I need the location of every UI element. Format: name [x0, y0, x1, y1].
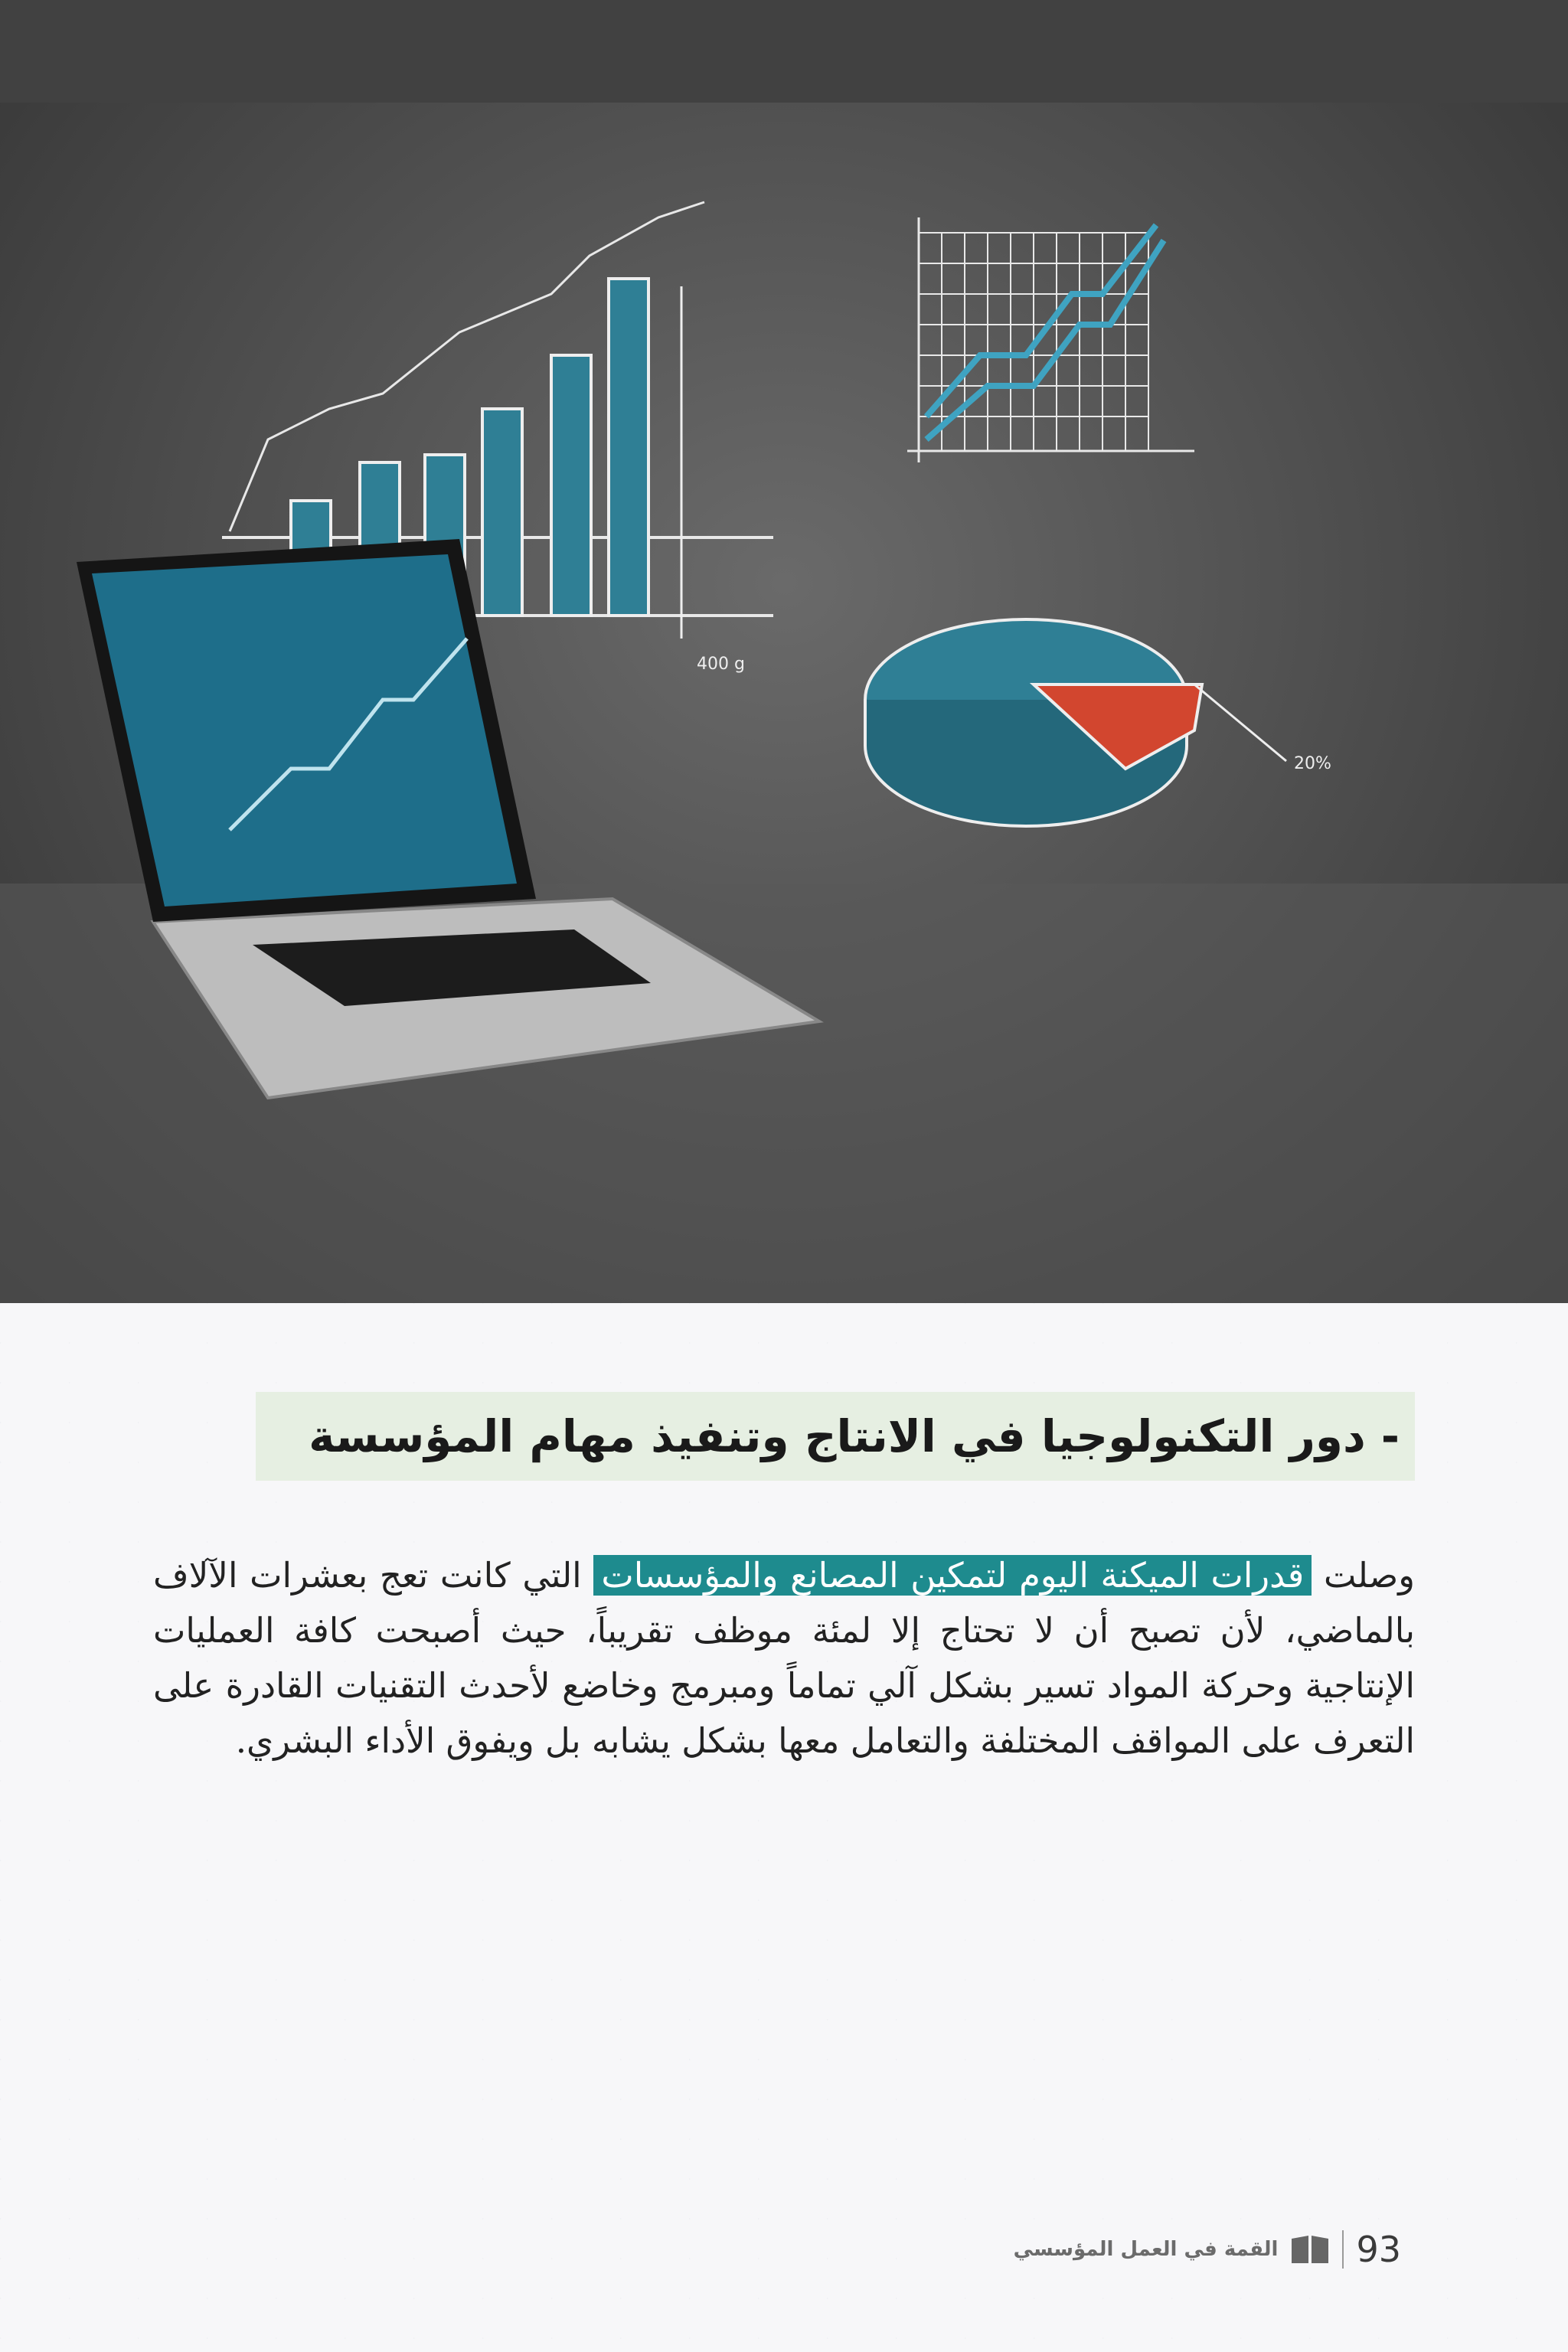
wall-line-series-1 [926, 225, 1156, 416]
body-paragraph [153, 1548, 1415, 1769]
wall-line-chart [907, 217, 1194, 462]
hero-illustration [0, 103, 1568, 1303]
book-icon [1290, 2234, 1330, 2265]
pie-chart-label: 20% [1294, 754, 1331, 773]
page-footer [988, 2219, 1401, 2280]
wall-pie-chart [865, 619, 1331, 826]
laptop-screen [92, 554, 517, 906]
paragraph-rest: التي كانت تعج بعشرات الآلاف بالماضي، لأن تصبح أن لا تحتاج إلا لمئة موظف تقريباً، حيث أصبحت كافة العمليات الإنتاجية وحركة المواد تسير بشكل آلي تماماً ومبرمج وخاضع لأحدث التقنيات القادرة على التعرف على المواقف المختلفة والتعامل معها بشكل يشابه بل ويفوق الأداء البشري. [153, 1555, 1415, 1761]
highlighted-phrase: قدرات الميكنة اليوم لتمكين المصانع والمؤسسات [593, 1555, 1312, 1596]
top-dark-strip [0, 0, 1568, 103]
book-title: القمة في العمل المؤسسي [1013, 2238, 1279, 2261]
paragraph-start: وصلت [1312, 1555, 1415, 1596]
bar-chart-label: 400 g [697, 655, 745, 674]
section-heading: - دور التكنولوجيا في الانتاج وتنفيذ مهام المؤسسة [309, 1410, 1400, 1462]
wall-line-series-2 [926, 240, 1164, 439]
footer-separator [1342, 2230, 1344, 2269]
page-number: 93 [1356, 2229, 1401, 2270]
hero-image [0, 103, 1568, 1303]
